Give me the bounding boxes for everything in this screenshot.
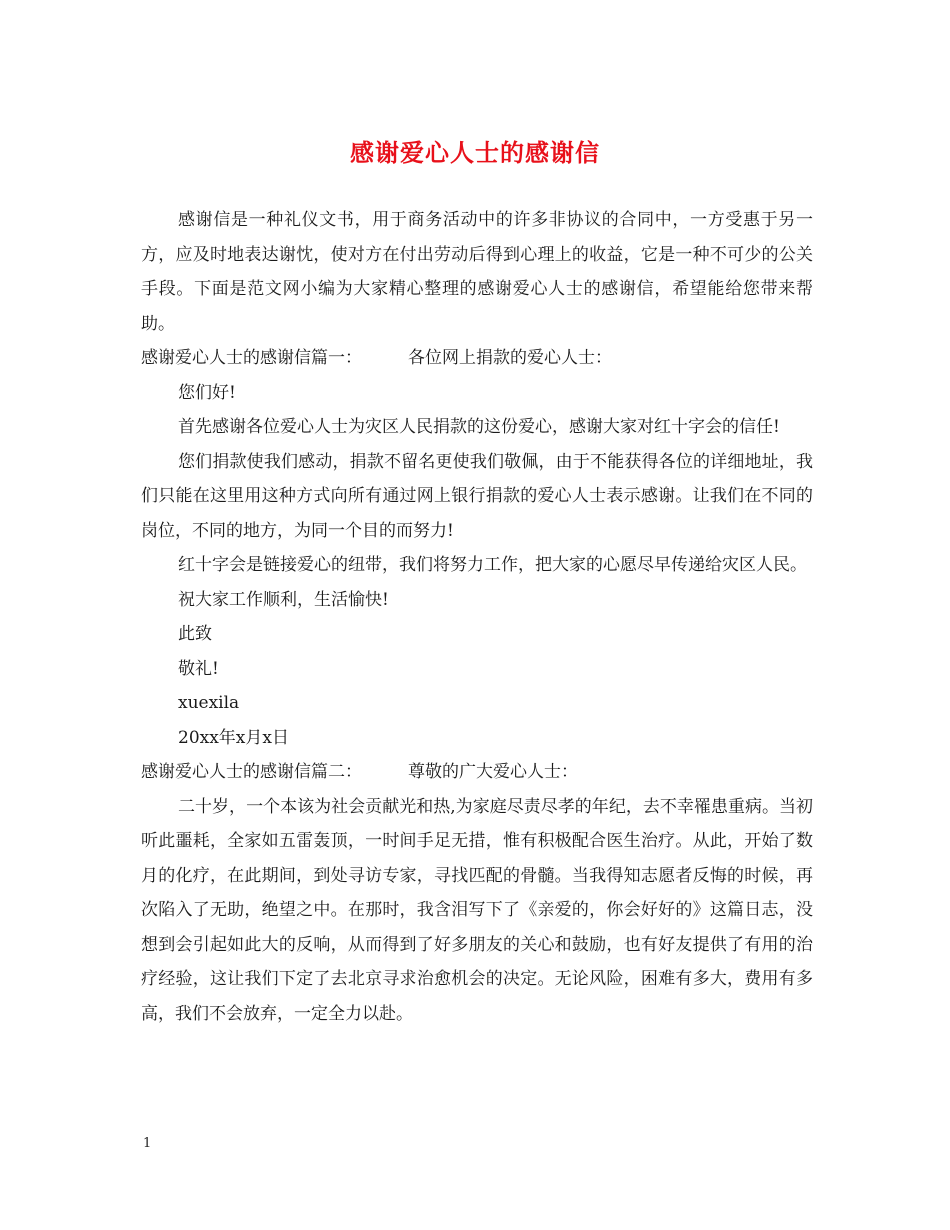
letter1-paragraph: 您们捐款使我们感动，捐款不留名更使我们敬佩，由于不能获得各位的详细地址，我们只能在这里用这种方式向所有通过网上银行捐款的爱心人士表示感谢。让我们在不同的岗位，不同的地方，为同一个目的而努力! bbox=[141, 451, 813, 541]
letter1-closing-1: 此致 bbox=[178, 624, 212, 644]
letter2-heading-line bbox=[141, 755, 813, 790]
document-title: 感谢爱心人士的感谢信 bbox=[350, 138, 600, 167]
letter1-paragraph: 首先感谢各位爱心人士为灾区人民捐款的这份爱心，感谢大家对红十字会的信任! bbox=[178, 417, 780, 437]
letter1-heading: 感谢爱心人士的感谢信篇一： bbox=[141, 348, 362, 368]
letter2-recipient: 尊敬的广大爱心人士： bbox=[408, 762, 578, 782]
letter1-signature: xuexila bbox=[178, 693, 240, 713]
letter1-wishes: 祝大家工作顺利，生活愉快! bbox=[178, 589, 389, 610]
letter1-date: 20xx年x月x日 bbox=[178, 727, 289, 748]
document-body bbox=[141, 203, 813, 1031]
letter1-recipient: 各位网上捐款的爱心人士： bbox=[408, 348, 612, 368]
page-number: 1 bbox=[143, 1136, 152, 1151]
letter1-heading-line bbox=[141, 341, 813, 376]
intro-paragraph: 感谢信是一种礼仪文书，用于商务活动中的许多非协议的合同中，一方受惠于另一方，应及时地表达谢忱，使对方在付出劳动后得到心理上的收益，它是一种不可少的公关手段。下面是范文网小编为大家精心整理的感谢爱心人士的感谢信，希望能给您带来帮助。 bbox=[141, 210, 813, 334]
letter1-greeting: 您们好! bbox=[178, 382, 236, 403]
letter2-heading: 感谢爱心人士的感谢信篇二： bbox=[141, 762, 362, 782]
letter1-paragraph: 红十字会是链接爱心的纽带，我们将努力工作，把大家的心愿尽早传递给灾区人民。 bbox=[178, 555, 807, 575]
letter2-paragraph: 二十岁，一个本该为社会贡献光和热,为家庭尽责尽孝的年纪，去不幸罹患重病。当初听此噩耗，全家如五雷轰顶，一时间手足无措，惟有积极配合医生治疗。从此，开始了数月的化疗，在此期间，到处寻访专家，寻找匹配的骨髓。当我得知志愿者反悔的时候，再次陷入了无助，绝望之中。在那时，我含泪写下了《亲爱的，你会好好的》这篇日志，没想到会引起如此大的反响，从而得到了好多朋友的关心和鼓励，也有好友提供了有用的治疗经验，这让我们下定了去北京寻求治愈机会的决定。无论风险，困难有多大，费用有多高，我们不会放弃，一定全力以赴。 bbox=[141, 796, 813, 1024]
letter1-closing-2: 敬礼! bbox=[178, 658, 219, 679]
